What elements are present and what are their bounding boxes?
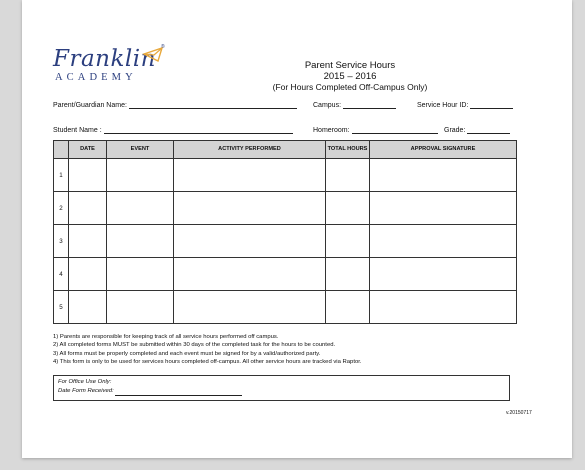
logo-subtitle: ACADEMY: [55, 72, 137, 83]
table-row: [54, 225, 517, 258]
date-received-label: Date Form Received:: [58, 388, 114, 394]
campus-field[interactable]: [313, 100, 396, 109]
registered-mark: ®: [161, 44, 165, 50]
date-cell[interactable]: [69, 258, 107, 291]
table-row: [54, 258, 517, 291]
table-row: [54, 291, 517, 324]
date-cell[interactable]: [69, 159, 107, 192]
table-row: [54, 192, 517, 225]
form-years: 2015 – 2016: [323, 71, 377, 82]
date-cell[interactable]: [69, 192, 107, 225]
event-cell[interactable]: [107, 291, 174, 324]
table-row: [54, 159, 517, 192]
event-cell[interactable]: [107, 225, 174, 258]
office-use-title: For Office Use Only:: [58, 379, 112, 385]
approval-signature-header: APPROVAL SIGNATURE: [370, 141, 517, 159]
row-number: 1: [54, 159, 69, 192]
parent-name-label: Parent/Guardian Name:: [53, 102, 127, 109]
instruction-item: 3) All forms must be properly completed and each event must be signed for by a valid/authorized party.: [53, 350, 321, 357]
event-cell[interactable]: [107, 192, 174, 225]
version-label: v.20150717: [506, 410, 532, 416]
activity-cell[interactable]: [174, 225, 326, 258]
grade-label: Grade:: [444, 127, 466, 134]
form-subtitle: (For Hours Completed Off-Campus Only): [272, 82, 428, 92]
student-name-label: Student Name :: [53, 127, 102, 134]
office-use-box: [53, 375, 510, 401]
signature-cell[interactable]: [370, 159, 517, 192]
logo-wordmark: Franklin: [53, 46, 156, 72]
grade-field[interactable]: [444, 125, 510, 134]
campus-line[interactable]: [343, 100, 396, 109]
activity-cell[interactable]: [174, 192, 326, 225]
instruction-item: 2) All completed forms MUST be submitted within 30 days of the completed task for the hours to be counted.: [53, 342, 336, 349]
campus-label: Campus:: [313, 102, 342, 109]
row-number: 5: [54, 291, 69, 324]
signature-cell[interactable]: [370, 258, 517, 291]
service-hour-id-label: Service Hour ID:: [417, 102, 469, 109]
date-cell[interactable]: [69, 291, 107, 324]
homeroom-label: Homeroom:: [313, 127, 350, 134]
franklin-academy-logo: [53, 44, 165, 83]
hours-cell[interactable]: [326, 225, 370, 258]
instruction-item: 4) This form is only to be used for services hours completed off-campus. All other service hours are tracked via Raptor.: [53, 359, 362, 366]
activity-cell[interactable]: [174, 258, 326, 291]
student-name-field[interactable]: [53, 125, 293, 134]
activity-cell[interactable]: [174, 291, 326, 324]
row-number: 4: [54, 258, 69, 291]
event-cell[interactable]: [107, 159, 174, 192]
student-name-line[interactable]: [104, 125, 293, 134]
service-hour-id-line[interactable]: [470, 100, 513, 109]
row-number: 3: [54, 225, 69, 258]
document-page: [22, 0, 572, 458]
event-header: EVENT: [107, 141, 174, 159]
signature-cell[interactable]: [370, 291, 517, 324]
instruction-item: 1) Parents are responsible for keeping track of all service hours performed off campus.: [53, 334, 279, 340]
form-title-block: [270, 60, 430, 93]
hours-cell[interactable]: [326, 192, 370, 225]
table-header-row: [54, 141, 517, 159]
form-title: Parent Service Hours: [304, 60, 396, 71]
row-number-header: [54, 141, 69, 159]
date-received-line[interactable]: [115, 389, 242, 396]
hours-cell[interactable]: [326, 291, 370, 324]
instructions-list: [53, 333, 362, 367]
homeroom-field[interactable]: [313, 125, 438, 134]
date-received-field[interactable]: [58, 387, 509, 396]
date-header: DATE: [69, 141, 107, 159]
activity-header: ACTIVITY PERFORMED: [174, 141, 326, 159]
row-number: 2: [54, 192, 69, 225]
event-cell[interactable]: [107, 258, 174, 291]
signature-cell[interactable]: [370, 225, 517, 258]
grade-line[interactable]: [467, 125, 510, 134]
hours-cell[interactable]: [326, 258, 370, 291]
signature-cell[interactable]: [370, 192, 517, 225]
service-hour-id-field[interactable]: [417, 100, 513, 109]
total-hours-header: TOTAL HOURS: [326, 141, 370, 159]
parent-name-field[interactable]: [53, 100, 297, 109]
service-hours-table: [53, 140, 517, 324]
hours-cell[interactable]: [326, 159, 370, 192]
homeroom-line[interactable]: [352, 125, 438, 134]
activity-cell[interactable]: [174, 159, 326, 192]
date-cell[interactable]: [69, 225, 107, 258]
parent-name-line[interactable]: [129, 100, 297, 109]
